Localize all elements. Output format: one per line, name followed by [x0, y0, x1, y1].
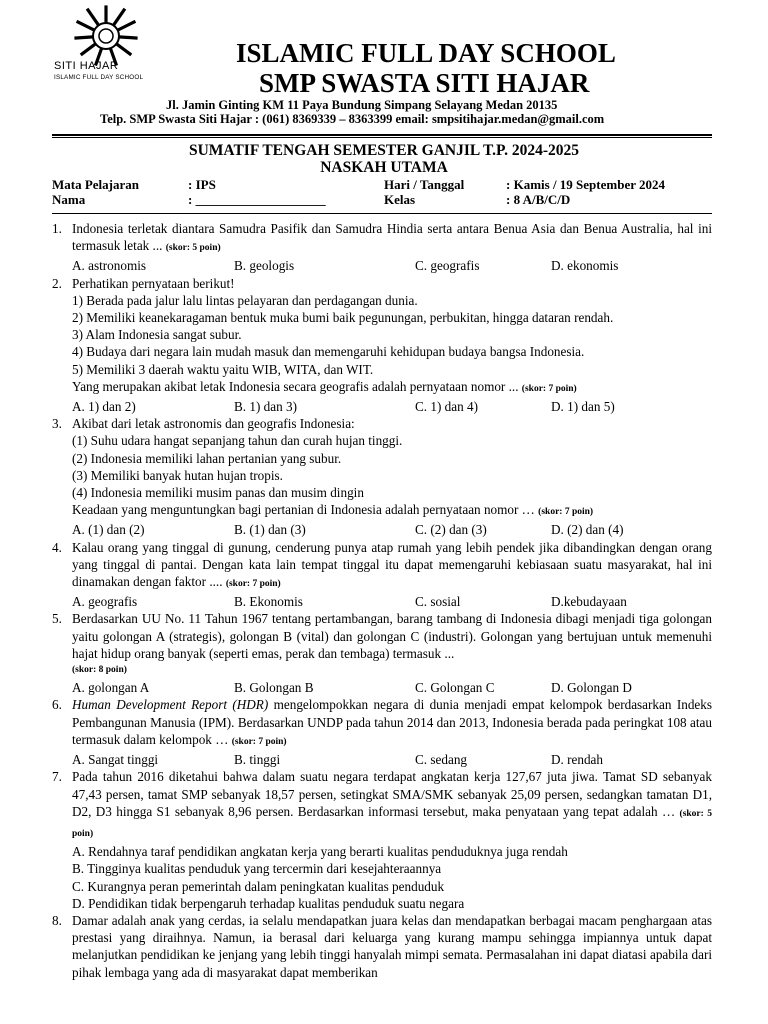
question-8 — [52, 912, 712, 981]
question-text: Perhatikan pernyataan berikut! — [72, 275, 235, 291]
statement-item: (2) Indonesia memiliki lahan pertanian yang subur. — [72, 450, 342, 466]
question-text: Indonesia terletak diantara Samudra Pasifik dan Samudra Hindia serta antara Benua Asia dan Benua Australia, hal ini termasuk letak ... (skor: 5 poin) — [72, 221, 712, 254]
school-name-line2: SMP SWASTA SITI HAJAR — [259, 68, 590, 98]
option-d[interactable]: D.kebudayaan — [551, 594, 627, 610]
question-7 — [52, 768, 712, 912]
option-b[interactable]: B. (1) dan (3) — [234, 522, 306, 538]
option-c[interactable]: C. sedang — [415, 752, 468, 768]
exam-subtitle: NASKAH UTAMA — [320, 159, 448, 176]
option-row — [72, 593, 712, 610]
option-a[interactable]: A. 1) dan 2) — [72, 399, 136, 415]
question-5 — [52, 610, 712, 696]
class-label: Kelas — [384, 192, 416, 207]
option-d[interactable]: D. 1) dan 5) — [551, 399, 615, 415]
question-2 — [52, 275, 712, 416]
contact-line: Telp. SMP Swasta Siti Hajar : (061) 8369339 – 8363399 email: smpsitihajar.medan@gmail.com — [100, 112, 605, 126]
score-label: (skor: 7 poin) — [538, 507, 594, 518]
statement-item: (4) Indonesia memiliki musim panas dan musim dingin — [72, 485, 364, 501]
option-c[interactable]: C. geografis — [415, 258, 480, 274]
question-text: Kalau orang yang tinggal di gunung, cenderung punya atap rumah yang lebih pendek jika dibandingkan dengan orang yang tinggal di pantai. Dengan kata lain tempat tinggal itu dapat memengaruhi kebiasaan suatu masyarakat, hal ini dinamakan dengan faktor .... (skor: 7 poin) — [72, 539, 712, 590]
option-row — [72, 398, 712, 415]
option-a[interactable]: A. astronomis — [72, 258, 146, 274]
option-c[interactable]: C. Kurangnya peran pemerintah dalam peningkatan kualitas penduduk — [72, 878, 445, 894]
logo-name: SITI HAJAR — [54, 60, 119, 72]
option-row — [72, 679, 712, 696]
option-d[interactable]: D. ekonomis — [551, 258, 619, 274]
option-a[interactable]: A. geografis — [72, 594, 138, 610]
option-d[interactable]: D. Pendidikan tidak berpengaruh terhadap kualitas penduduk suatu negara — [72, 895, 465, 911]
info-divider — [52, 213, 712, 214]
option-b[interactable]: B. Golongan B — [234, 680, 314, 696]
option-a[interactable]: A. (1) dan (2) — [72, 522, 145, 538]
info-values-right — [506, 177, 665, 207]
statement-item: 3) Alam Indonesia sangat subur. — [72, 327, 242, 343]
score-label: (skor: 7 poin) — [521, 383, 577, 394]
option-row — [72, 521, 712, 538]
question-number: 6. — [52, 697, 62, 713]
option-c[interactable]: C. (2) dan (3) — [415, 522, 487, 538]
question-text: Human Development Report (HDR) mengelompokkan negara di dunia menjadi empat kelompok berdasarkan Indeks Pembangunan Manusia (IPM). Berdasarkan UNDP pada tahun 2014 dan 2013, Indonesia berada pada peringkat 108 atau termasuk dalam kelompok … (skor: 7 poin) — [72, 697, 712, 747]
option-a[interactable]: A. Sangat tinggi — [72, 752, 159, 768]
header-divider-thin — [52, 137, 712, 138]
question-text: Damar adalah anak yang cerdas, ia selalu mendapatkan juara kelas dan mendapatkan berbagai macam penghargaan atas prestasi yang diraihnya. Namun, ia berasal dari keluarga yang kurang mampu sehingga impiannya untuk dapat melanjutkan pendidikan ke jenjang yang lebih tinggi hanyalah mimpi semata. Permasalahan ini dapat diatasi apabila dari pihak lembaga yang ada di masyarakat dapat memberikan — [72, 912, 712, 980]
letterhead — [52, 0, 712, 135]
statement-item: 1) Berada pada jalur lalu lintas pelayaran dan perdagangan dunia. — [72, 292, 418, 308]
option-row — [72, 257, 712, 274]
subject-label: Mata Pelajaran — [52, 177, 140, 192]
statement-item: (3) Memiliki banyak hutan hujan tropis. — [72, 467, 283, 483]
question-number: 7. — [52, 769, 62, 785]
option-d[interactable]: D. rendah — [551, 752, 603, 768]
question-number: 3. — [52, 416, 62, 432]
question-text: Berdasarkan UU No. 11 Tahun 1967 tentang pertambangan, barang tambang di Indonesia dibagi menjadi tiga golongan yaitu golongan A (strategis), golongan B (vital) dan golongan C (industri). Golongan yang bertujuan untuk memenuhi hajat hidup orang banyak (seperti emas, perak dan tembaga) termasuk ... — [72, 611, 712, 661]
option-a[interactable]: A. Rendahnya taraf pendidikan angkatan kerja yang berarti kualitas penduduknya juga rendah — [72, 844, 568, 860]
subject-value: : IPS — [188, 177, 216, 192]
day-value: : Kamis / 19 September 2024 — [506, 177, 665, 192]
score-label: (skor: 7 poin) — [231, 736, 287, 747]
question-text: Pada tahun 2016 diketahui bahwa dalam suatu negara terdapat angkatan kerja 127,67 juta jiwa. Tamat SD sebanyak 47,43 persen, tamat SMP sebanyak 18,57 persen, setingkat SMA/SMK sebanyak 25,09 persen, sedangkan tamatan D1, D2, D3 hingga S1 sebanyak 8,96 persen. Berdasarkan informasi tersebut, maka penyataan yang tepat adalah … (skor: 5 poin) — [72, 769, 713, 839]
statement-item: 5) Memiliki 3 daerah waktu yaitu WIB, WITA, dan WIT. — [72, 361, 374, 377]
question-stem: Keadaan yang menguntungkan bagi pertanian di Indonesia adalah pernyataan nomor … (skor: 7 poin) — [72, 502, 594, 518]
statement-item: 4) Budaya dari negara lain mudah masuk dan memengaruhi kehidupan budaya bangsa Indonesia. — [72, 344, 585, 360]
option-b[interactable]: B. geologis — [234, 258, 295, 274]
option-b[interactable]: B. 1) dan 3) — [234, 399, 297, 415]
school-logo — [52, 4, 152, 82]
question-4 — [52, 539, 712, 611]
question-number: 2. — [52, 275, 62, 291]
day-label: Hari / Tanggal — [384, 177, 465, 192]
question-number: 1. — [52, 221, 62, 236]
logo-subtitle: ISLAMIC FULL DAY SCHOOL — [54, 74, 144, 81]
question-number: 8. — [52, 912, 62, 928]
option-d[interactable]: D. Golongan D — [551, 680, 632, 696]
score-label: (skor: 5 poin) — [165, 243, 221, 254]
option-row — [72, 751, 712, 768]
option-b[interactable]: B. Tingginya kualitas penduduk yang tercermin dari kesejahteraannya — [72, 861, 442, 877]
option-c[interactable]: C. Golongan C — [415, 680, 495, 696]
question-6 — [52, 696, 712, 768]
question-stem: Yang merupakan akibat letak Indonesia secara geografis adalah pernyataan nomor ... (skor: 7 poin) — [72, 378, 577, 394]
question-3 — [52, 415, 712, 538]
exam-title: SUMATIF TENGAH SEMESTER GANJIL T.P. 2024-2025 — [188, 142, 579, 159]
score-label: (skor: 5 poin) — [72, 808, 713, 839]
class-value: : 8 A/B/C/D — [506, 192, 571, 207]
info-labels-left — [52, 177, 139, 207]
question-1 — [52, 220, 712, 275]
question-number: 4. — [52, 539, 62, 555]
option-a[interactable]: A. golongan A — [72, 680, 150, 696]
option-c[interactable]: C. 1) dan 4) — [415, 399, 478, 415]
questions-list — [52, 220, 712, 981]
question-number: 5. — [52, 611, 62, 627]
sunburst-emblem-icon — [74, 4, 138, 66]
score-label: (skor: 8 poin) — [72, 665, 127, 676]
option-b[interactable]: B. tinggi — [234, 752, 281, 768]
address-line: Jl. Jamin Ginting KM 11 Paya Bundung Simpang Selayang Medan 20135 — [166, 98, 558, 112]
name-label: Nama — [52, 192, 86, 207]
question-text: Akibat dari letak astronomis dan geografis Indonesia: — [72, 416, 355, 432]
name-field[interactable]: : ____________________ — [188, 192, 326, 207]
school-name-line1: ISLAMIC FULL DAY SCHOOL — [236, 38, 616, 68]
info-labels-right — [384, 177, 464, 207]
statement-item: (1) Suhu udara hangat sepanjang tahun dan curah hujan tinggi. — [72, 433, 403, 449]
statement-item: 2) Memiliki keanekaragaman bentuk muka bumi baik pegunungan, perbukitan, hingga dataran rendah. — [72, 310, 614, 326]
option-b[interactable]: B. Ekonomis — [234, 594, 303, 610]
score-label: (skor: 7 poin) — [225, 579, 281, 590]
option-c[interactable]: C. sosial — [415, 594, 461, 610]
header-divider-thick — [52, 134, 712, 136]
info-values-left — [188, 177, 326, 207]
option-d[interactable]: D. (2) dan (4) — [551, 522, 624, 538]
